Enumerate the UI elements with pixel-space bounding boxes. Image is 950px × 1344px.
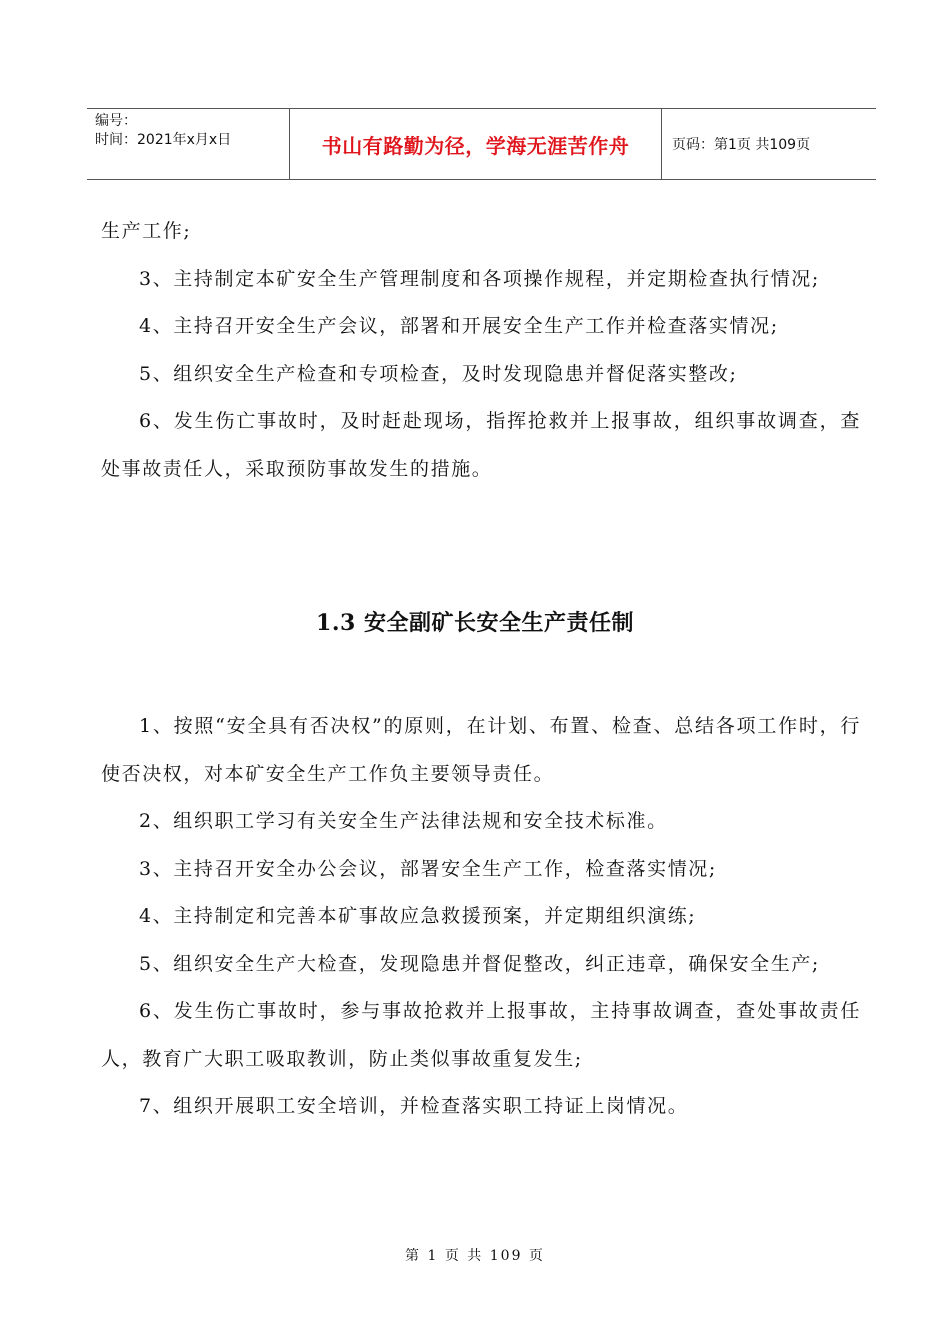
paragraph: 6、发生伤亡事故时，及时赶赴现场，指挥抢救并上报事故，组织事故调查，查处事故责任人，采取预防事故发生的措施。: [101, 410, 861, 480]
paragraph: 4、主持召开安全生产会议，部署和开展安全生产工作并检查落实情况;: [139, 315, 779, 337]
paragraph: 3、主持召开安全办公会议，部署安全生产工作，检查落实情况;: [139, 857, 717, 880]
paragraph: 1、按照“安全具有否决权”的原则，在计划、布置、检查、总结各项工作时，行使否决权，对本矿安全生产工作负主要领导责任。: [101, 715, 861, 785]
page-footer: 第 1 页 共 109 页: [405, 1248, 545, 1264]
section-title: 1.3 安全副矿长安全生产责任制: [316, 610, 634, 636]
paragraph: 6、发生伤亡事故时，参与事故抢救并上报事故，主持事故调查，查处事故责任人，教育广大职工吸取教训，防止类似事故重复发生;: [101, 1000, 861, 1070]
document-header: [87, 108, 876, 180]
paragraph: 5、组织安全生产检查和专项检查，及时发现隐患并督促落实整改;: [139, 362, 738, 385]
paragraph: 7、组织开展职工安全培训，并检查落实职工持证上岗情况。: [139, 1095, 689, 1117]
date-line: 时间：2021年x月x日: [95, 132, 232, 148]
paragraph: 生产工作;: [101, 220, 192, 242]
paragraph: 3、主持制定本矿安全生产管理制度和各项操作规程，并定期检查执行情况;: [139, 267, 820, 290]
header-motto: 书山有路勤为径，学海无涯苦作舟: [289, 109, 662, 179]
header-page-info: 页码：第1页 共109页: [672, 137, 811, 153]
paragraph: 4、主持制定和完善本矿事故应急救援预案，并定期组织演练;: [139, 905, 697, 927]
paragraph: 2、组织职工学习有关安全生产法律法规和安全技术标准。: [139, 810, 668, 832]
body-block-1: [101, 208, 861, 493]
header-meta: [87, 109, 289, 179]
paragraph: 5、组织安全生产大检查，发现隐患并督促整改，纠正违章，确保安全生产;: [139, 952, 820, 975]
body-block-2: [101, 703, 861, 1131]
number-label: 编号：: [95, 113, 137, 129]
